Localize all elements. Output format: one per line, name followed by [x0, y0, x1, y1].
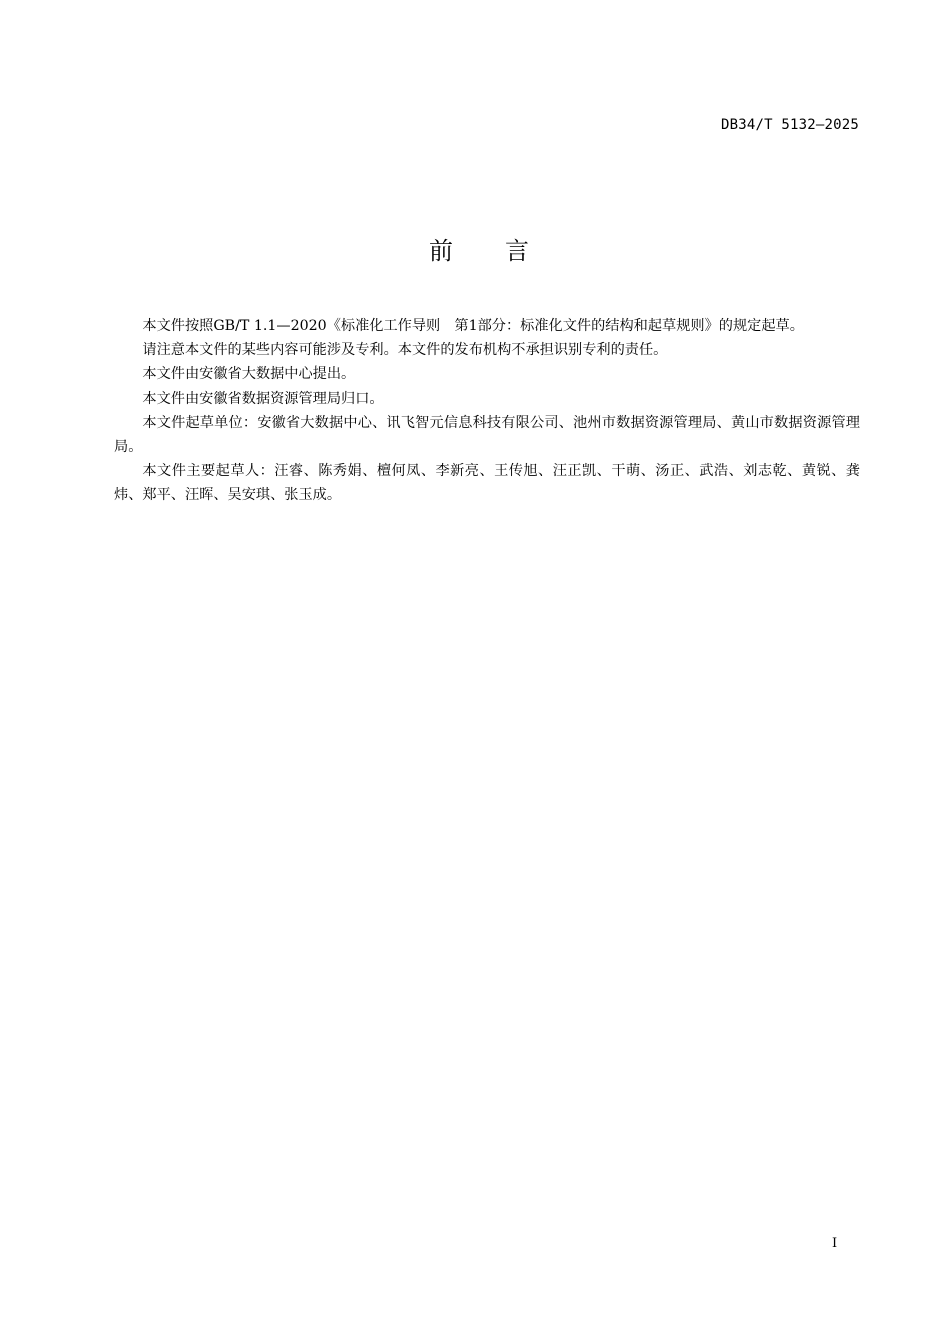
foreword-body	[114, 314, 860, 508]
page-number: I	[832, 1236, 838, 1251]
paragraph-administrator: 本文件由安徽省数据资源管理局归口。	[142, 390, 384, 407]
document-code: DB34/T 5132—2025	[720, 117, 859, 133]
paragraph-drafting-rules: 本文件按照GB/T 1.1—2020《标准化工作导则 第1部分：标准化文件的结构和起草规则》的规定起草。	[142, 318, 804, 334]
paragraph-proposer: 本文件由安徽省大数据中心提出。	[142, 366, 356, 383]
paragraph-drafters: 本文件主要起草人：汪睿、陈秀娟、檀何凤、李新亮、王传旭、汪正凯、干萌、汤正、武浩、刘志乾、黄锐、龚炜、郑平、汪晖、吴安琪、张玉成。	[114, 463, 860, 504]
page-title: 前言	[429, 237, 581, 265]
paragraph-drafting-units: 本文件起草单位：安徽省大数据中心、讯飞智元信息科技有限公司、池州市数据资源管理局、黄山市数据资源管理局。	[114, 414, 860, 456]
paragraph-patent-notice: 请注意本文件的某些内容可能涉及专利。本文件的发布机构不承担识别专利的责任。	[142, 342, 668, 359]
